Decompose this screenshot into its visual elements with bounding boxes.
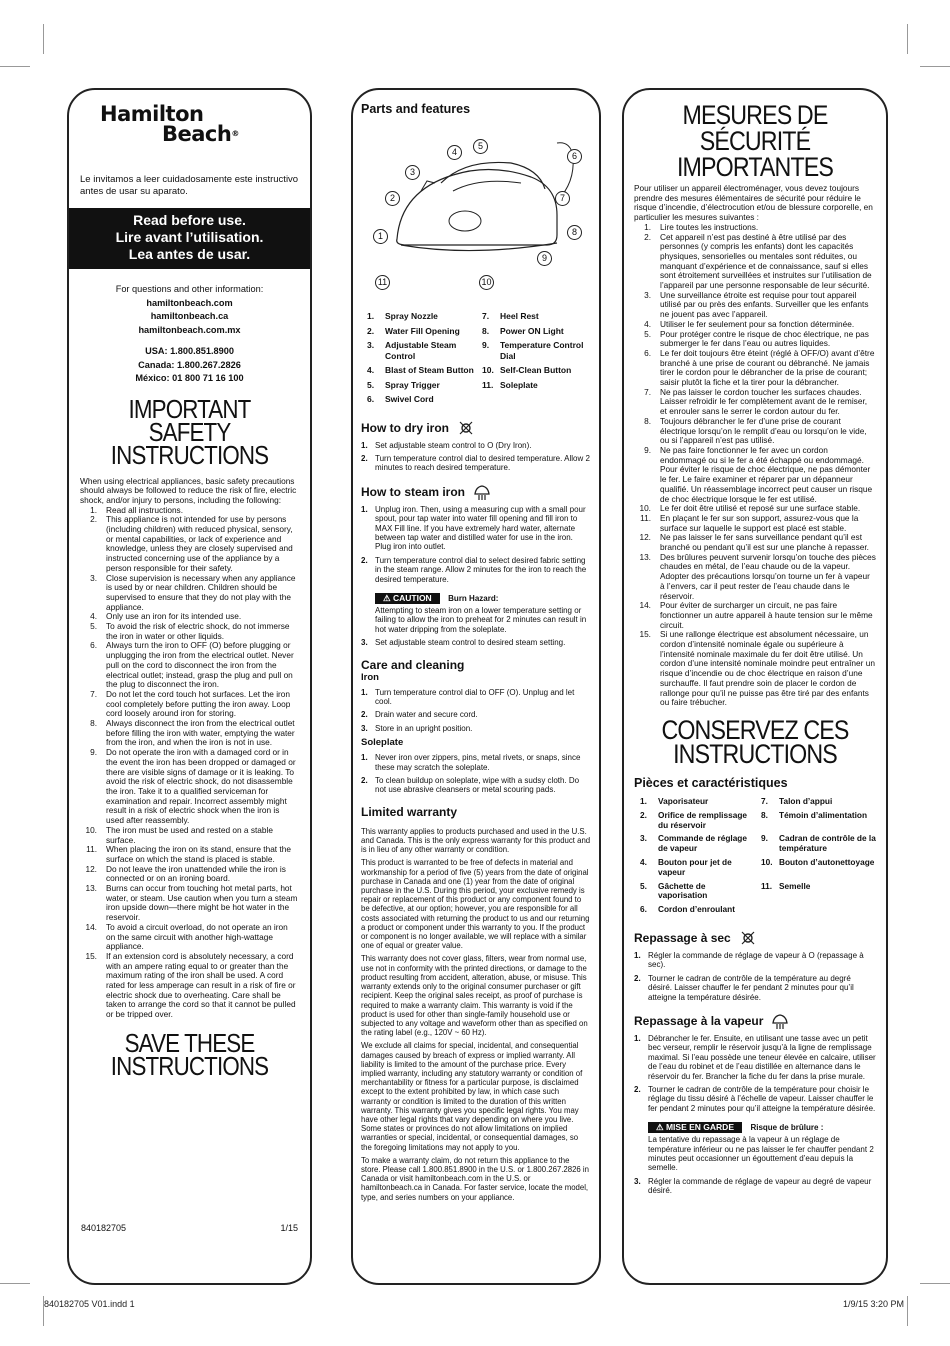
- list-item-text: Always turn the iron to OFF (O) before plugging or unplugging the iron from the electrical outlet. Never pull on the cord to disconnect the iron from the electrical outlet; instead, grasp the plug and pull on the plug to disconnect the iron.: [106, 640, 294, 690]
- list-item: 12. Ne pas laisser le fer sans surveillance pendant qu’il est branché ou pendant qu’il est sur une planche à repasser.: [639, 532, 869, 553]
- list-item: 1. Turn temperature control dial to OFF (O). Unplug and let cool.: [361, 687, 575, 706]
- dry-iron-heading: [361, 419, 591, 437]
- list-item: 7. Do not let the cord touch hot surfaces. Let the iron cool completely before putting the iron away. Loop cord loosely around iron for storing.: [90, 688, 291, 719]
- phone-usa: USA: 1.800.851.8900: [145, 346, 234, 356]
- list-item: 15. Si une rallonge électrique est absolument nécessaire, un cordon d’intensité nominale égale ou supérieure à l’intensité nominale maximale du fer doit être utilisé. Un cordon d’une intensité nominale moindre peut entraîner un risque d’incendie ou de choc électrique en raison d’une surchauffe. Il faut prendre soin de placer le cordon de rallonge pour qu’il ne puisse pas être tiré par des enfants ou faire trébucher.: [639, 629, 875, 708]
- fr-steam-steps-cont: [634, 1177, 876, 1196]
- warranty-paragraph: This warranty applies to products purchased and used in the U.S. and Canada. This is the only express warranty for this product and is in lieu of any other warranty or condition.: [361, 826, 591, 855]
- part-number: 9.: [482, 340, 490, 350]
- list-item: 5. To avoid the risk of electric shock, do not immerse the iron in water or other liquids.: [90, 621, 290, 641]
- steam-iron-heading: [361, 483, 591, 501]
- contact-block: [80, 283, 299, 337]
- part-label: Power ON Light: [500, 325, 564, 336]
- part-number: 7.: [761, 795, 768, 806]
- part-number: 7.: [482, 311, 490, 321]
- care-heading: [361, 658, 591, 672]
- part-item: [482, 365, 591, 376]
- part-label: Water Fill Opening: [385, 325, 460, 336]
- list-item-text: Le fer doit être utilisé et reposé sur une surface stable.: [660, 503, 861, 514]
- list-item: 11. When placing the iron on its stand, ensure that the surface on which the stand is placed is stable.: [86, 844, 291, 864]
- soleplate-care-steps: [361, 753, 591, 795]
- fr-caution-title: Risque de brûlure :: [750, 1123, 824, 1133]
- part-label: Self-Clean Button: [500, 365, 572, 375]
- list-item-text: Set adjustable steam control to O (Dry Iron).: [375, 440, 532, 450]
- list-item: 4. Utiliser le fer seulement pour sa fonction déterminée.: [644, 318, 855, 329]
- brand-line2: Beach: [162, 122, 232, 146]
- step-text: Unplug iron. Then, using a measuring cup with a small pour spout, pour tap water into water fill opening and fill iron to MAX Fill line. If you have extremely hard water, alternate between tap water and distilled water for use in the iron. Plug iron into outlet.: [375, 504, 586, 552]
- warranty-paragraph: This product is warranted to be free of defects in material and workmanship for a period of five (5) years from the date of original purchase in Canada and one (1) year from the date of original purchase in the U.S. During this period, your exclusive remedy is repair or replacement of this product or any component found to be defective, at our option; however, you are responsible for all costs associated with returning the product to us and our returning a product or component under this warranty to you. If the product or component is no longer available, we will replace with a similar one of equal or greater value.: [361, 858, 590, 951]
- callout-5: 5: [473, 139, 488, 154]
- crop-mark: [0, 1283, 30, 1284]
- part-item: [640, 797, 755, 807]
- part-item: [640, 905, 755, 915]
- part-number: 10.: [761, 856, 773, 867]
- part-item: [482, 380, 591, 391]
- part-label: Semelle: [779, 880, 811, 891]
- read-line: Read before use.: [133, 212, 246, 228]
- steam-iron-icon: [771, 1012, 789, 1030]
- fr-parts-title: Pièces et caractéristiques: [634, 775, 788, 790]
- soleplate-subheading: Soleplate: [361, 737, 404, 749]
- list-item: 9. Ne pas faire fonctionner le fer avec un cordon endommagé ou si le fer a été échappé ou endommagé. Pour éviter le risque de choc électrique, ne pas démonter le fer. Le faire examiner et réparer par un dépanneur qualifié. Un réassemblage incorrect peut causer un risque de choc électrique lorsque le fer est utilisé.: [644, 444, 873, 504]
- panel-english-safety: [67, 88, 312, 1285]
- crop-mark: [907, 24, 908, 54]
- list-item: 14. To avoid a circuit overload, do not operate an iron on the same circuit with another high-wattage appliance.: [85, 921, 288, 952]
- list-item: 1. Read all instructions.: [90, 504, 184, 515]
- list-item-text: Always disconnect the iron from the electrical outlet before filling the iron with water, emptying the water from the iron, and when the iron is not in use.: [106, 718, 295, 748]
- list-item-text: Pour protéger contre le risque de choc électrique, ne pas submerger le fer dans l’eau ou autres liquides.: [660, 328, 869, 349]
- part-item: [367, 365, 476, 376]
- callout-6: 6: [567, 149, 582, 164]
- part-item: [761, 834, 876, 854]
- part-label: Témoin d’alimentation: [779, 809, 868, 820]
- list-item-text: Ne pas faire fonctionner le fer avec un cordon endommagé ou si le fer a été échappé ou endommagé. Pour éviter le risque de choc électrique, ne pas démonter le fer. Le faire examiner et réparer par un dépanneur qualifié. Un réassemblage incorrect peut causer un risque de choc électrique lorsque le fer est utilisé.: [660, 444, 873, 504]
- document-code: 840182705: [81, 1223, 127, 1233]
- contact-label: For questions and other information:: [115, 284, 264, 294]
- part-item: [367, 380, 476, 391]
- dry-iron-icon: [457, 419, 475, 437]
- warranty-heading: [361, 805, 591, 819]
- part-number: 1.: [367, 311, 375, 321]
- step-text: Débrancher le fer. Ensuite, en utilisant une tasse avec un petit bec verseur, remplir le réservoir jusqu’à la ligne de remplissage maximal. Si l’eau possède une teneur élevée en calcaire, utiliser de l’eau du robinet et de l’eau distillée en alternance dans le réservoir du fer. Brancher la fiche du fer dans la prise murale.: [648, 1033, 876, 1081]
- panel-english-usage: [351, 88, 601, 1285]
- list-item: 4. Only use an iron for its intended use.: [90, 611, 242, 622]
- fr-dry-steps: [634, 951, 876, 1002]
- part-label: Bouton pour jet de vapeur: [658, 856, 732, 877]
- brand-mark: ®: [231, 129, 239, 138]
- part-item: [367, 340, 476, 361]
- part-item: [482, 311, 591, 322]
- list-item-text: Régler la commande de réglage de vapeur à O (repassage à sec).: [648, 950, 864, 970]
- fr-parts-list: [634, 797, 876, 919]
- crop-mark: [43, 24, 44, 54]
- fr-title-line: MESURES DE SÉCURITÉ: [682, 100, 828, 156]
- safety-title-line: INSTRUCTIONS: [110, 439, 269, 470]
- steam-iron-title: How to steam iron: [361, 484, 466, 499]
- phone-canada: Canada: 1.800.267.2826: [138, 359, 241, 370]
- list-item-text: When placing the iron on its stand, ensure that the surface on which the stand is placed is stable.: [106, 844, 291, 864]
- part-label: Cordon d’enroulant: [658, 904, 735, 915]
- list-item: 10. The iron must be used and rested on a stable surface.: [85, 824, 273, 845]
- part-label: Temperature Control Dial: [500, 340, 584, 361]
- list-item: 8. Toujours débrancher le fer d’une prise de courant électrique lorsqu’on le remplit d’eau ou lorsqu’on le vide, ou si l’appareil n’est pas utilisé.: [644, 415, 867, 446]
- callout-1: 1: [373, 229, 388, 244]
- part-label: Heel Rest: [500, 311, 539, 321]
- phone-mexico: México: 01 800 71 16 100: [135, 373, 244, 383]
- panel-footer: [81, 1223, 298, 1233]
- part-number: 2.: [640, 809, 647, 820]
- fr-caution-badge: ⚠ MISE EN GARDE: [648, 1122, 742, 1133]
- list-item: 13. Des brûlures peuvent survenir lorsqu’on touche des pièces chaudes en métal, de l’eau chaude ou de la vapeur. Adopter des précautions lorsqu’on tourne un fer à vapeur à l’envers, car il peut rester de l’eau chaude dans le réservoir.: [639, 551, 876, 601]
- part-item: [367, 326, 476, 337]
- document-date: 1/15: [280, 1223, 298, 1233]
- list-item: 6. Le fer doit toujours être éteint (réglé à OFF/O) avant d’être branché à une prise de courant ou débranché. Ne jamais tirer le cordon pour le débrancher de la prise de courant; saisir plutôt la fiche et la tirer pour la débrancher.: [644, 347, 875, 388]
- list-item: 3. Store in an upright position.: [361, 723, 473, 733]
- caution-text: Attempting to steam iron on a lower temperature setting or failing to allow the iron to preheat for 2 minutes can result in hot water dripping from the soleplate.: [375, 605, 587, 634]
- fr-save-title-line: CONSERVEZ CES: [661, 714, 849, 745]
- caution-badge: ⚠ CAUTION: [375, 593, 440, 604]
- list-item: 9. Do not operate the iron with a damaged cord or in the event the iron has been dropped or damaged or there are visible signs of damage or it is leaking. To avoid the risk of electric shock, do not disassemble the iron. Take it to a qualified serviceman for examination and repair. Incorrect assembly might result in a risk of electric shock when the iron is used after reassembly.: [90, 747, 296, 826]
- fr-dry-heading: [634, 929, 876, 947]
- list-item: 2. Drain water and secure cord.: [361, 710, 478, 720]
- list-item-text: If an extension cord is absolutely necessary, a cord with an ampere rating equal to or greater than the maximum rating of the iron shall be used. A cord rated for less amperage can result in a risk of fire or electric shock due to overheating. Care shall be taken to arrange the cord so that it cannot be pulled or be tripped over.: [106, 950, 296, 1020]
- callout-2: 2: [385, 191, 400, 206]
- part-item: [640, 858, 755, 878]
- part-label: Bouton d’autonettoyage: [779, 856, 875, 867]
- save-title-line: SAVE THESE: [124, 1027, 255, 1058]
- fr-caution-text: La tentative du repassage à la vapeur à un réglage de température inférieur ou ne pas laisser le fer chauffer pendant 2 minutes peut occasionner un égouttement d’eau depuis la semelle.: [648, 1135, 874, 1173]
- part-number: 6.: [640, 904, 647, 915]
- read-line: Lea antes de usar.: [128, 246, 251, 262]
- list-item: 11. En plaçant le fer sur son support, assurez-vous que la surface sur laquelle le support est placé est stable.: [640, 512, 859, 533]
- list-item: 1. Lire toutes les instructions.: [644, 221, 759, 232]
- part-label: Spray Nozzle: [385, 311, 438, 321]
- list-item-text: Tourner le cadran de contrôle de la température au degré désiré. Laisser chauffer le fer pendant 2 minutes pour qu’il atteigne la température désirée.: [648, 973, 854, 1002]
- list-item-text: Turn temperature control dial to OFF (O). Unplug and let cool.: [375, 687, 575, 706]
- part-label: Blast of Steam Button: [385, 365, 474, 375]
- safety-title-line: IMPORTANT SAFETY: [128, 393, 251, 447]
- fr-safety-title: [651, 102, 859, 180]
- step: 2. Tourner le cadran de contrôle de la température pour choisir le réglage du tissu désiré à l’échelle de vapeur. Laisser chauffer le fer pendant 2 minutes pour qu’il atteigne la température désirée.: [634, 1085, 876, 1113]
- list-item: 7. Ne pas laisser le cordon toucher les surfaces chaudes. Laisser refroidir le fer complètement avant de le remiser, et enrouler sans le serrer le cordon autour du fer.: [644, 386, 868, 417]
- fr-steam-steps: [634, 1034, 876, 1113]
- dry-iron-steps: [361, 441, 591, 473]
- list-item: 2. This appliance is not intended for use by persons (including children) with reduced physical, sensory, or mental capabilities, or lack of experience and knowledge, unless they are closely supervised and instructed concerning use of the appliance by a person responsible for their safety.: [90, 514, 293, 573]
- list-item: 2. Cet appareil n’est pas destiné à être utilisé par des personnes (y compris les enfants) dont les capacités physiques, sensorielles ou mentales sont réduites, ou manquant d’expérience et de connaissance, sauf si elles sont étroitement surveillées et instruites sur l’utilisation de l’appareil par une personne responsable de leur sécurité.: [644, 231, 872, 291]
- save-title: [95, 1027, 283, 1081]
- list-item-text: This appliance is not intended for use by persons (including children) with reduced physical, sensory, or mental capabilities, or lack of experience and knowledge, unless they are closely supervised and instructed concerning use of the appliance by a person responsible for their safety.: [106, 514, 293, 573]
- read-line: Lire avant l’utilisation.: [115, 229, 264, 245]
- list-item-text: Do not leave the iron unattended while the iron is connected or on an ironing board.: [106, 863, 286, 884]
- slug-date: 1/9/15 3:20 PM: [842, 1299, 904, 1309]
- list-item-text: En plaçant le fer sur son support, assurez-vous que la surface sur laquelle le support est placé est stable.: [660, 512, 859, 533]
- caution-row: [361, 588, 591, 606]
- part-number: 3.: [367, 340, 375, 350]
- fr-save-title-line: INSTRUCTIONS: [673, 738, 837, 769]
- list-item: 2. Tourner le cadran de contrôle de la température au degré désiré. Laisser chauffer le fer pendant 2 minutes pour qu’il atteigne la température désirée.: [634, 973, 854, 1002]
- list-item: 2. To clean buildup on soleplate, wipe with a sudsy cloth. Do not use abrasive cleansers or metal scouring pads.: [361, 776, 580, 795]
- list-item-text: Pour éviter de surcharger un circuit, ne pas faire fonctionner un autre appareil à haute tension sur le même circuit.: [660, 600, 873, 630]
- step: 1. Débrancher le fer. Ensuite, en utilisant une tasse avec un petit bec verseur, remplir le réservoir jusqu’à la ligne de remplissage maximal. Si l’eau possède une teneur élevée en calcaire, utiliser de l’eau du robinet et de l’eau distillée en alternance dans le réservoir du fer. Brancher la fiche du fer dans la prise murale.: [634, 1033, 876, 1081]
- steam-iron-icon: [473, 483, 491, 501]
- list-item: 3. Close supervision is necessary when any appliance is used by or near children. Children should be supervised to ensure that they do not play with the appliance.: [90, 572, 296, 612]
- step-text: Régler la commande de réglage de vapeur au degré de vapeur désiré.: [648, 1176, 872, 1196]
- list-item-text: Toujours débrancher le fer d’une prise de courant électrique lorsqu’on le remplit d’eau ou lorsqu’on le vide, ou si l’appareil n’est pas utilisé.: [660, 415, 867, 446]
- part-number: 8.: [482, 325, 490, 336]
- part-label: Gâchette de vaporisation: [658, 880, 708, 901]
- part-item: [367, 311, 476, 322]
- part-number: 11.: [482, 379, 494, 390]
- part-number: 5.: [367, 379, 375, 390]
- iron-subheading: Iron: [361, 671, 379, 683]
- parts-title: Parts and features: [361, 102, 471, 116]
- part-item: [482, 340, 591, 361]
- fr-steam-title: Repassage à la vapeur: [634, 1013, 764, 1028]
- part-label: Vaporisateur: [658, 795, 709, 806]
- list-item-text: Do not let the cord touch hot surfaces. Let the iron cool completely before putting the iron away. Loop cord loosely around iron for storing.: [106, 688, 291, 719]
- iron-care-steps: [361, 688, 591, 734]
- panel-french: [622, 88, 888, 1285]
- list-item: 12. Do not leave the iron unattended while the iron is connected or on an ironing board.: [85, 863, 286, 884]
- brand-logo: [100, 104, 299, 144]
- part-label: Commande de réglage de vapeur: [658, 833, 747, 854]
- part-item: [640, 811, 755, 831]
- list-item-text: Des brûlures peuvent survenir lorsqu’on touche des pièces chaudes en métal, de l’eau chaude ou de la vapeur. Adopter des précautions lorsqu’on tourne un fer à vapeur à l’envers, car il peut rester de l’eau chaude dans le réservoir.: [660, 551, 876, 601]
- warranty-paragraph: We exclude all claims for special, incidental, and consequential damages caused by breach of express or implied warranty. All liability is limited to the amount of the purchase price. Every implied warranty, including any statutory warranty or condition of merchantability or fitness for a particular purpose, is disclaimed except to the extent prohibited by law, in which case such warranty or condition is limited to the duration of this written warranty. This warranty gives you specific legal rights. You may have other legal rights that vary depending on where you live. Some states or provinces do not allow limitations on implied warranties or special, incidental, or consequential damages, so the foregoing limitations may not apply to you.: [361, 1041, 583, 1152]
- list-item-text: Turn temperature control dial to desired temperature. Allow 2 minutes to reach desired temperature.: [375, 453, 590, 473]
- brand-line1: Hamilton: [100, 102, 204, 126]
- list-item-text: To clean buildup on soleplate, wipe with a sudsy cloth. Do not use abrasive cleansers or metal scouring pads.: [375, 776, 580, 795]
- phone-numbers: [80, 345, 299, 386]
- list-item-text: To avoid a circuit overload, do not operate an iron on the same circuit with another high-wattage appliance.: [106, 921, 288, 952]
- part-item: [482, 394, 591, 405]
- fr-safety-list: [634, 223, 876, 708]
- part-label: Talon d’appui: [779, 795, 833, 806]
- part-label: Adjustable Steam Control: [385, 340, 457, 361]
- part-number: 10.: [482, 365, 494, 375]
- list-item-text: Close supervision is necessary when any appliance is used by or near children. Children should be supervised to ensure that they do not play with the appliance.: [106, 572, 296, 612]
- part-number: 9.: [761, 833, 768, 844]
- part-number: 4.: [640, 856, 647, 867]
- list-item: 13. Burns can occur from touching hot metal parts, hot water, or steam. Use caution when you turn a steam iron upside down—there might be hot water in the reservoir.: [85, 883, 298, 923]
- part-item: [367, 394, 476, 405]
- parts-list: [361, 311, 591, 409]
- callout-7: 7: [555, 191, 570, 206]
- callout-10: 10: [479, 275, 494, 290]
- warranty-paragraph: To make a warranty claim, do not return this appliance to the store. Please call 1.800.851.8900 in the U.S. or 1.800.267.2826 in Canada or visit hamiltonbeach.com in the U.S. or hamiltonbeach.ca in Canada. For faster service, locate the model, type, and series numbers on your appliance.: [361, 1155, 590, 1202]
- part-number: 8.: [761, 809, 768, 820]
- list-item: 10. Le fer doit être utilisé et reposé sur une surface stable.: [639, 503, 861, 514]
- fr-safety-intro: Pour utiliser un appareil électroménager, vous devez toujours prendre des mesures élémentaires de sécurité pour réduire le risque d’incendie, d’électrocution et/ou de blessure corporelle, en particulier les mesures suivantes :: [634, 183, 873, 223]
- list-item-text: Never iron over zippers, pins, metal rivets, or snaps, since these may scratch the soleplate.: [375, 753, 581, 772]
- part-label: Orifice de remplissage du réservoir: [658, 809, 748, 830]
- list-item-text: Read all instructions.: [106, 504, 184, 515]
- spanish-intro: Le invitamos a leer cuidadosamente este instructivo antes de usar su aparato.: [80, 174, 299, 197]
- list-item: 1. Régler la commande de réglage de vapeur à O (repassage à sec).: [634, 950, 864, 970]
- list-item: 14. Pour éviter de surcharger un circuit, ne pas faire fonctionner un autre appareil à haute tension sur le même circuit.: [639, 600, 873, 630]
- part-label: Swivel Cord: [385, 394, 434, 404]
- step-text: Tourner le cadran de contrôle de la température pour choisir le réglage du tissu désiré à l’échelle de vapeur. Laisser chauffer le fer pendant 2 minutes pour qu’il atteigne la température désirée.: [648, 1085, 876, 1113]
- list-item-text: Burns can occur from touching hot metal parts, hot water, or steam. Use caution when you turn a steam iron upside down—there might be hot water in the reservoir.: [106, 883, 298, 923]
- callout-8: 8: [567, 225, 582, 240]
- part-item: [761, 905, 876, 915]
- list-item: 2. Turn temperature control dial to desired temperature. Allow 2 minutes to reach desired temperature.: [361, 453, 590, 473]
- fr-save-title: [651, 714, 859, 769]
- fr-dry-title: Repassage à sec: [634, 930, 731, 945]
- list-item: 1. Set adjustable steam control to O (Dry Iron).: [361, 440, 532, 450]
- part-item: [761, 811, 876, 831]
- step: 1. Unplug iron. Then, using a measuring cup with a small pour spout, pour tap water into water fill opening and fill iron to MAX Fill line. If you have extremely hard water, alternate between tap water and distilled water for use in the iron. Plug iron into outlet.: [361, 504, 586, 552]
- list-item-text: Do not operate the iron with a damaged cord or in the event the iron has been dropped or damaged or there are visible signs of damage or it is leaking. To avoid the risk of electric shock, do not disassemble the iron. Take it to a qualified serviceman for examination and repair. Incorrect assembly might result in a risk of electric shock when the iron is used after reassembly.: [106, 747, 296, 826]
- fr-caution-row: [634, 1117, 876, 1135]
- step: 3. Set adjustable steam control to desired steam setting.: [361, 638, 566, 648]
- list-item: 5. Pour protéger contre le risque de choc électrique, ne pas submerger le fer dans l’eau ou autres liquides.: [644, 328, 869, 349]
- step: 2. Turn temperature control dial to select desired fabric setting in the steam range. Allow 2 minutes for the iron to reach the desired temperature.: [361, 555, 587, 584]
- website-link[interactable]: hamiltonbeach.com: [146, 297, 233, 308]
- callout-4: 4: [447, 145, 462, 160]
- slug-file: 840182705 V01.indd 1: [44, 1299, 135, 1309]
- list-item: 1. Never iron over zippers, pins, metal rivets, or snaps, since these may scratch the soleplate.: [361, 753, 581, 772]
- list-item-text: Ne pas laisser le fer sans surveillance pendant qu’il est branché ou pendant qu’il est sur une planche à repasser.: [660, 532, 869, 553]
- caution-title: Burn Hazard:: [448, 593, 499, 603]
- website-link[interactable]: hamiltonbeach.com.mx: [138, 324, 241, 335]
- callout-3: 3: [405, 165, 420, 180]
- crop-mark: [907, 1296, 908, 1326]
- warranty-title: Limited warranty: [361, 804, 458, 819]
- part-number: 6.: [367, 394, 375, 404]
- dry-iron-title: How to dry iron: [361, 420, 449, 435]
- list-item-text: Store in an upright position.: [375, 723, 473, 733]
- part-item: [761, 858, 876, 878]
- fr-title-line: IMPORTANTES: [676, 152, 834, 182]
- list-item: 8. Always disconnect the iron from the electrical outlet before filling the iron with water, emptying the water from the iron, and when the iron is not in use.: [90, 718, 295, 748]
- iron-diagram: [361, 119, 591, 299]
- list-item-text: Cet appareil n’est pas destiné à être utilisé par des personnes (y compris les enfants) dont les capacités physiques, sensorielles ou mentales sont réduites, ou manquant d’expérience et de connaissance, sauf si elles sont étroitement surveillées et instruites sur l’utilisation de l’appareil par une personne responsable de leur sécurité.: [660, 231, 872, 291]
- list-item-text: To avoid the risk of electric shock, do not immerse the iron in water or other liquids.: [106, 621, 290, 641]
- list-item-text: Le fer doit toujours être éteint (réglé à OFF/O) avant d’être branché à une prise de courant ou débranché. Ne jamais tirer le cordon pour le débrancher de la prise de courant; saisir plutôt la fiche et la tirer pour la débrancher.: [660, 347, 875, 388]
- part-number: 3.: [640, 833, 647, 844]
- part-number: 2.: [367, 325, 375, 336]
- list-item-text: The iron must be used and rested on a stable surface.: [106, 824, 273, 845]
- part-number: 11.: [761, 880, 773, 891]
- part-number: 5.: [640, 880, 647, 891]
- step-text: Turn temperature control dial to select desired fabric setting in the steam range. Allow 2 minutes for the iron to reach the desired temperature.: [375, 555, 587, 584]
- part-item: [761, 797, 876, 807]
- part-label: Spray Trigger: [385, 379, 440, 390]
- save-title-line: INSTRUCTIONS: [110, 1050, 269, 1081]
- crop-mark: [920, 66, 950, 67]
- callout-11: 11: [375, 275, 390, 290]
- part-number: 4.: [367, 365, 375, 375]
- website-link[interactable]: hamiltonbeach.ca: [150, 311, 229, 321]
- part-number: 1.: [640, 795, 647, 806]
- crop-mark: [0, 66, 30, 67]
- safety-title: [95, 393, 283, 470]
- list-item: 15. If an extension cord is absolutely necessary, a cord with an ampere rating equal to or greater than the maximum rating of the iron shall be used. A cord rated for less amperage can result in a risk of fire or electric shock due to overheating. Care shall be taken to arrange the cord so that it cannot be pulled or be tripped over.: [85, 950, 296, 1020]
- read-before-use-banner: [69, 208, 310, 269]
- list-item-text: Lire toutes les instructions.: [660, 221, 759, 232]
- list-item: 6. Always turn the iron to OFF (O) before plugging or unplugging the iron from the electrical outlet. Never pull on the cord to disconnect the iron from the electrical outlet; instead, grasp the plug and pull on the plug to disconnect the iron.: [90, 640, 294, 690]
- step-text: Set adjustable steam control to desired steam setting.: [375, 638, 566, 648]
- crop-mark: [920, 1283, 950, 1284]
- list-item: 3. Une surveillance étroite est requise pour tout appareil utilisé par ou près des enfants. Surveiller que les enfants ne jouent pas avec l’appareil.: [644, 289, 869, 320]
- list-item-text: Only use an iron for its intended use.: [106, 611, 242, 622]
- part-item: [640, 882, 755, 902]
- list-item-text: Utiliser le fer seulement pour sa fonction déterminée.: [660, 318, 855, 329]
- safety-intro: When using electrical appliances, basic safety precautions should always be followed to reduce the risk of fire, electric shock, and/or injury to persons, including the following:: [80, 475, 297, 505]
- list-item-text: Ne pas laisser le cordon toucher les surfaces chaudes. Laisser refroidir le fer complètement avant de le remiser, et enrouler sans le serrer le cordon autour du fer.: [660, 386, 868, 417]
- part-item: [640, 834, 755, 854]
- callout-9: 9: [537, 251, 552, 266]
- steam-iron-steps: [361, 505, 591, 584]
- steam-iron-steps-cont: [361, 638, 591, 647]
- part-label: Cadran de contrôle de la température: [779, 833, 876, 854]
- fr-steam-heading: [634, 1012, 876, 1030]
- safety-list: [80, 506, 299, 1020]
- dry-iron-icon: [739, 929, 757, 947]
- warranty-text: [361, 827, 591, 1202]
- list-item-text: Une surveillance étroite est requise pour tout appareil utilisé par ou près des enfants. Surveiller que les enfants ne jouent pas avec l’appareil.: [660, 289, 869, 320]
- part-item: [482, 326, 591, 337]
- list-item-text: Drain water and secure cord.: [375, 710, 478, 720]
- care-title: Care and cleaning: [361, 657, 465, 672]
- list-item-text: Si une rallonge électrique est absolument nécessaire, un cordon d’intensité nominale égale ou supérieure à l’intensité nominale maximale du fer doit être utilisé. Un cordon d’une intensité nominale moindre peut entraîner un risque d’incendie ou de choc électrique en raison d’une surchauffe. Il faut prendre soin de placer le cordon de rallonge pour qu’il ne puisse pas être tiré par des enfants ou faire trébucher.: [660, 629, 875, 708]
- warranty-paragraph: This warranty does not cover glass, filters, wear from normal use, use not in conformity with the printed directions, or damage to the product resulting from accident, alteration, abuse, or misuse. This warranty extends only to the original consumer purchaser or gift recipient. Keep the original sales receipt, as proof of purchase is required to make a warranty claim. This warranty is void if the product is used for other than single-family household use or subjected to any voltage and waveform other than as specified on the rating label (e.g., 120V ~ 60 Hz).: [361, 954, 588, 1038]
- part-item: [761, 882, 876, 902]
- step: 3. Régler la commande de réglage de vapeur au degré de vapeur désiré.: [634, 1176, 872, 1196]
- part-label: Soleplate: [500, 379, 538, 390]
